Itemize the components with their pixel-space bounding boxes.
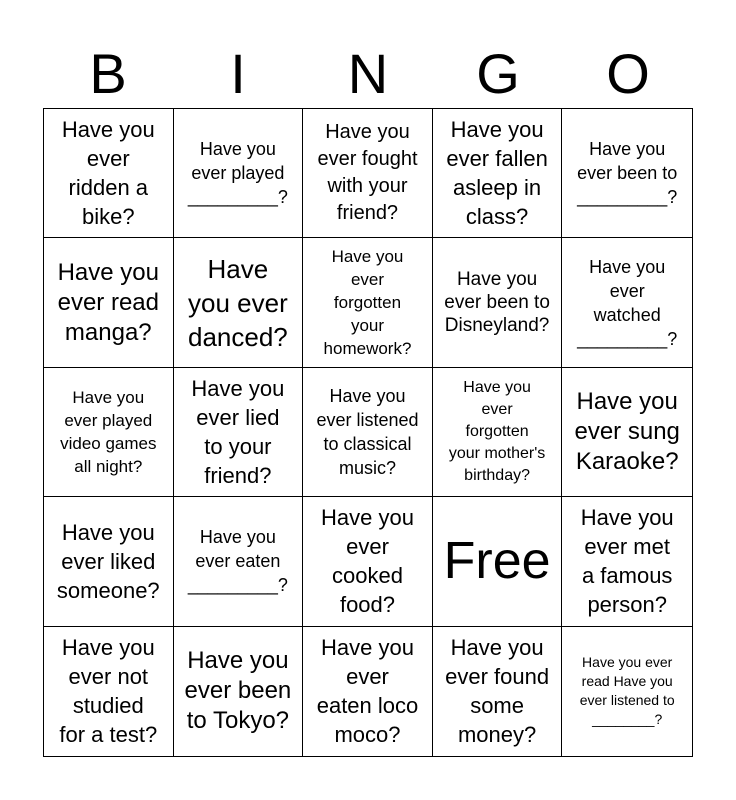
bingo-cell-free[interactable] <box>433 497 563 626</box>
cell-text: Have you ever fallen asleep in class? <box>446 117 548 230</box>
cell-text: Have you ever read Have you ever listened to ________? <box>579 654 675 728</box>
cell-text: Have you ever forgotten your homework? <box>323 247 412 359</box>
cell-text: Have you ever met a famous person? <box>580 505 674 618</box>
cell-text: Have you ever read manga? <box>57 258 159 346</box>
header-letter-i: I <box>230 42 246 105</box>
bingo-cell-r3c1[interactable] <box>44 368 174 497</box>
bingo-cell-r3c2[interactable] <box>174 368 304 497</box>
bingo-cell-r1c4[interactable] <box>433 109 563 238</box>
cell-text: Have you ever listened to classical music? <box>316 385 419 478</box>
cell-text: Have you ever eaten loco moco? <box>316 635 419 748</box>
bingo-cell-r5c4[interactable] <box>433 627 563 756</box>
cell-text: Have you ever been to _________? <box>577 139 678 208</box>
cell-text: Have you ever forgotten your mother's birthday? <box>448 378 546 484</box>
bingo-cell-r1c2[interactable] <box>174 109 304 238</box>
cell-text: Have you ever not studied for a test? <box>59 635 158 748</box>
header-letter-b: B <box>89 42 127 105</box>
cell-text: Have you ever found some money? <box>445 635 550 748</box>
bingo-cell-r5c5[interactable] <box>562 627 692 756</box>
bingo-cell-r2c1[interactable] <box>44 238 174 367</box>
cell-text: Have you ever cooked food? <box>321 505 414 618</box>
cell-text: Have you ever eaten _________? <box>187 527 288 596</box>
header-letter-o: O <box>606 42 650 105</box>
bingo-cell-r3c5[interactable] <box>562 368 692 497</box>
bingo-cell-r5c1[interactable] <box>44 627 174 756</box>
cell-text: Have you ever ridden a bike? <box>61 117 155 230</box>
bingo-cell-r4c1[interactable] <box>44 497 174 626</box>
bingo-cell-r3c4[interactable] <box>433 368 563 497</box>
cell-text: Have you ever played _________? <box>187 139 288 208</box>
free-space-label: Free <box>443 532 551 591</box>
bingo-cell-r5c2[interactable] <box>174 627 304 756</box>
bingo-cell-r4c3[interactable] <box>303 497 433 626</box>
cell-text: Have you ever sung Karaoke? <box>574 387 680 475</box>
cell-text: Have you ever been to Disneyland? <box>444 269 550 337</box>
cell-text: Have you ever lied to your friend? <box>191 375 285 488</box>
header-letter-g: G <box>476 42 520 105</box>
bingo-cell-r1c5[interactable] <box>562 109 692 238</box>
bingo-cell-r3c3[interactable] <box>303 368 433 497</box>
bingo-cell-r4c2[interactable] <box>174 497 304 626</box>
header-letter-n: N <box>347 42 389 105</box>
bingo-cell-r1c3[interactable] <box>303 109 433 238</box>
bingo-cell-r2c5[interactable] <box>562 238 692 367</box>
bingo-cell-r1c1[interactable] <box>44 109 174 238</box>
bingo-cell-r5c3[interactable] <box>303 627 433 756</box>
bingo-cell-r2c2[interactable] <box>174 238 304 367</box>
cell-text: Have you ever danced? <box>188 253 288 352</box>
cell-text: Have you ever played video games all night? <box>60 387 157 476</box>
cell-text: Have you ever liked someone? <box>56 519 160 603</box>
bingo-header <box>43 40 693 108</box>
bingo-cell-r4c5[interactable] <box>562 497 692 626</box>
cell-text: Have you ever been to Tokyo? <box>184 647 292 735</box>
cell-text: Have you ever fought with your friend? <box>317 121 418 225</box>
bingo-cell-r2c4[interactable] <box>433 238 563 367</box>
bingo-board <box>43 108 693 757</box>
cell-text: Have you ever watched _________? <box>577 256 678 349</box>
bingo-cell-r2c3[interactable] <box>303 238 433 367</box>
